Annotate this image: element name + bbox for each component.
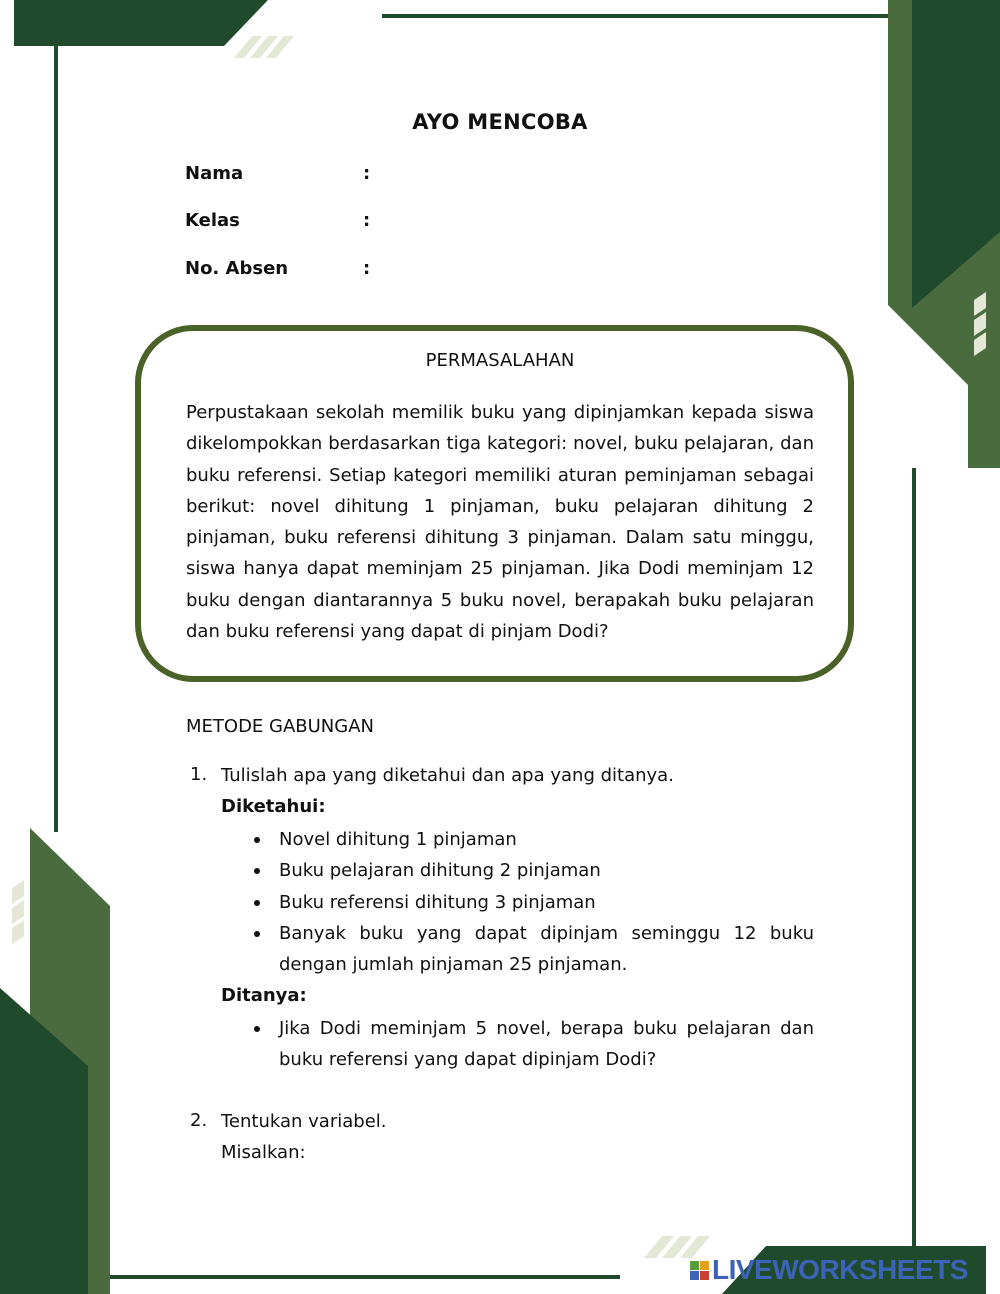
known-list xyxy=(250,824,814,980)
step-2-subtext: Misalkan: xyxy=(221,1142,306,1163)
liveworksheets-watermark[interactable] xyxy=(690,1254,968,1286)
step-1-number: 1. xyxy=(190,764,208,785)
known-label: Diketahui: xyxy=(221,796,326,817)
bullet-icon xyxy=(254,868,260,874)
bullet-icon xyxy=(254,931,260,937)
list-item xyxy=(250,887,814,918)
bullet-icon xyxy=(254,900,260,906)
list-item xyxy=(250,918,814,981)
field-no-absen-colon: : xyxy=(363,258,371,279)
stripe-l-1 xyxy=(12,880,24,904)
field-kelas-colon: : xyxy=(363,210,371,231)
bullet-icon xyxy=(254,837,260,843)
known-item-4: Banyak buku yang dapat dipinjam seminggu 12 buku dengan jumlah pinjaman 25 pinjaman. xyxy=(279,922,814,976)
field-no-absen-label: No. Absen xyxy=(185,258,289,279)
step-1-text: Tulislah apa yang diketahui dan apa yang ditanya. xyxy=(221,765,674,786)
problem-heading: PERMASALAHAN xyxy=(425,350,575,371)
problem-text: Perpustakaan sekolah memilik buku yang dipinjamkan kepada siswa dikelompokkan berdasarkan tiga kategori: novel, buku pelajaran, dan buku referensi. Setiap kategori memiliki aturan peminjaman sebagai berikut: novel dihitung 1 pinjaman, buku pelajaran dihitung 2 pinjaman, buku referensi dihitung 3 pinjaman. Dalam satu minggu, siswa hanya dapat meminjam 25 pinjaman. Jika Dodi meminjam 12 buku dengan diantarannya 5 buku novel, berapakah buku pelajaran dan buku referensi yang dapat di pinjam Dodi? xyxy=(186,402,814,643)
field-kelas xyxy=(185,210,371,231)
field-nama-colon: : xyxy=(363,163,371,184)
method-heading: METODE GABUNGAN xyxy=(186,716,374,737)
list-item xyxy=(250,1013,814,1076)
list-item xyxy=(250,824,814,855)
known-item-2: Buku pelajaran dihitung 2 pinjaman xyxy=(279,860,601,882)
field-nama xyxy=(185,163,371,184)
step-2-number: 2. xyxy=(190,1110,208,1131)
known-item-3: Buku referensi dihitung 3 pinjaman xyxy=(279,891,596,913)
asked-item-1: Jika Dodi meminjam 5 novel, berapa buku pelajaran dan buku referensi yang dapat dipinjam Dodi? xyxy=(279,1018,814,1071)
field-kelas-label: Kelas xyxy=(185,210,240,231)
known-item-1: Novel dihitung 1 pinjaman xyxy=(279,829,517,850)
asked-list xyxy=(250,1013,814,1076)
stripe-l-2 xyxy=(12,900,24,924)
stripe-l-3 xyxy=(12,920,24,944)
field-nama-label: Nama xyxy=(185,163,244,184)
field-no-absen xyxy=(185,258,371,279)
asked-label: Ditanya: xyxy=(221,985,307,1006)
watermark-text: LIVEWORKSHEETS xyxy=(712,1254,968,1285)
top-left-block xyxy=(14,0,268,46)
step-2-text: Tentukan variabel. xyxy=(221,1111,387,1132)
page-title: AYO MENCOBA xyxy=(412,110,588,134)
list-item xyxy=(250,855,814,886)
bullet-icon xyxy=(254,1026,260,1032)
liveworksheets-logo-icon xyxy=(690,1261,709,1280)
